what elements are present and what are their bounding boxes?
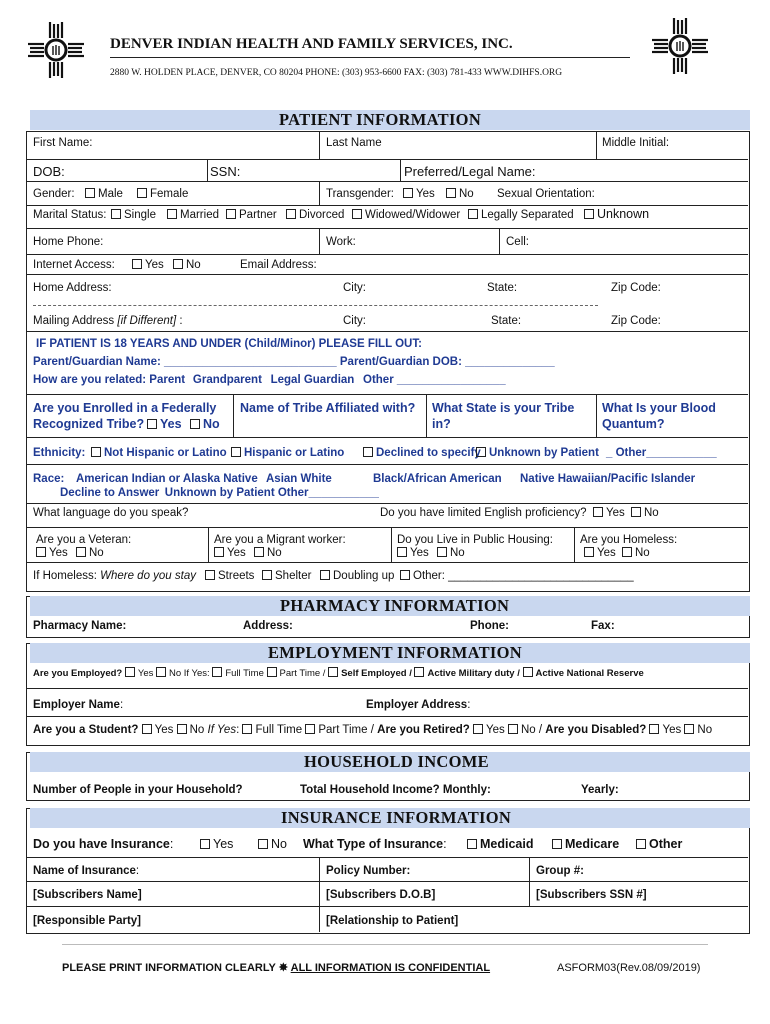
org-name: DENVER INDIAN HEALTH AND FAMILY SERVICES, INC. <box>110 36 513 52</box>
proficiency-yes-option[interactable] <box>593 506 625 520</box>
marital-partner-option[interactable] <box>226 208 277 222</box>
star-icon: ✸ <box>278 962 288 974</box>
housing-no-option[interactable] <box>437 546 465 560</box>
checkbox-icon <box>111 209 121 219</box>
unknown-text: Unknown by Patient <box>489 447 599 459</box>
yes-text: Yes <box>145 259 164 271</box>
migrant-no-option[interactable] <box>254 546 282 560</box>
recognized-tribe-text: Recognized Tribe? <box>33 417 145 431</box>
race-options-line1: American Indian or Alaska Native Asian White <box>76 473 332 485</box>
checkbox-icon <box>467 839 477 849</box>
mailing-address-label <box>33 314 183 328</box>
insurance-yes-option[interactable] <box>200 837 233 851</box>
language-question: What language do you speak? <box>33 507 189 519</box>
dob-label: DOB: <box>33 164 65 179</box>
checkbox-icon <box>85 188 95 198</box>
gender-male-option[interactable] <box>85 187 123 201</box>
hispanic-text: Hispanic or Latino <box>244 447 345 459</box>
no-text: No <box>267 547 282 559</box>
header-rule <box>110 57 630 58</box>
student-part-time-option[interactable] <box>305 724 374 736</box>
veteran-no-option[interactable] <box>76 546 104 560</box>
yes-text: Yes <box>410 547 429 559</box>
medicare-option[interactable] <box>552 837 619 851</box>
if-different-text: [if Different] <box>117 315 177 327</box>
full-time-text: Full Time <box>255 724 303 736</box>
insurance-no-option[interactable] <box>258 837 287 851</box>
where-stay-text: Where do you stay <box>100 570 196 582</box>
full-time-text: Full Time <box>225 668 264 679</box>
ethnicity-other: _ Other___________ <box>606 447 717 459</box>
first-name-label: First Name: <box>33 137 93 149</box>
checkbox-icon <box>593 507 603 517</box>
household-size-label: Number of People in your Household? <box>33 784 243 796</box>
disabled-question: Are you Disabled? <box>545 724 647 736</box>
no-text: No <box>635 547 650 559</box>
checkbox-icon <box>125 667 135 677</box>
divider <box>26 527 748 528</box>
org-address: 2880 W. HOLDEN PLACE, DENVER, CO 80204 PHONE: (303) 953-6600 FAX: (303) 781-433 WWW.DIHFS.ORG <box>110 68 563 78</box>
checkbox-icon <box>262 570 272 580</box>
print-clearly-note <box>62 961 490 975</box>
tribe-no-option[interactable] <box>190 417 220 431</box>
employer-name-label: Employer Name: <box>33 699 124 711</box>
transgender-yes-option[interactable] <box>403 187 435 201</box>
divider <box>26 464 748 465</box>
employment-title: EMPLOYMENT INFORMATION <box>268 643 522 662</box>
no-text: No <box>203 417 220 431</box>
married-text: Married <box>180 209 219 221</box>
checkbox-icon <box>254 547 264 557</box>
policy-number-label: Policy Number: <box>326 865 411 877</box>
divider <box>426 394 427 437</box>
migrant-question: Are you a Migrant worker: <box>214 534 346 546</box>
patient-info-title: PATIENT INFORMATION <box>279 110 482 129</box>
checkbox-icon <box>584 209 594 219</box>
cell-phone-label: Cell: <box>506 236 530 248</box>
student-full-time-option[interactable] <box>242 724 302 736</box>
checkbox-icon <box>173 259 183 269</box>
no-text: No <box>450 547 465 559</box>
ethnicity-declined-option[interactable] <box>363 446 481 460</box>
mailing-zip-label: Zip Code: <box>611 315 661 327</box>
relationship-line: How are you related: Parent Grandparent Legal Guardian Other _________________ <box>33 374 506 386</box>
employed-part-time-option[interactable] <box>267 668 326 679</box>
race-options-line2: Decline to Answer Unknown by Patient Other___________ <box>60 487 379 499</box>
subscriber-name-label: [Subscribers Name] <box>33 889 142 901</box>
minor-instruction: IF PATIENT IS 18 YEARS AND UNDER (Child/Minor) PLEASE FILL OUT: <box>36 338 422 350</box>
checkbox-icon <box>328 667 338 677</box>
no-text: No <box>459 188 474 200</box>
veteran-question: Are you a Veteran: <box>36 534 132 546</box>
checkbox-icon <box>631 507 641 517</box>
divider <box>26 254 748 255</box>
checkbox-icon <box>200 839 210 849</box>
divider <box>26 881 748 882</box>
widowed-text: Widowed/Widower <box>365 209 461 221</box>
household-title: HOUSEHOLD INCOME <box>304 752 489 771</box>
divider <box>391 527 392 562</box>
divider <box>400 159 401 181</box>
insurance-name-text: Name of Insurance <box>33 865 136 877</box>
divider <box>529 857 530 906</box>
gender-label: Gender: <box>33 188 75 200</box>
marital-single-option[interactable] <box>111 208 156 222</box>
checkbox-icon <box>476 447 486 457</box>
student-yes-option[interactable] <box>142 724 174 736</box>
stay-shelter-option[interactable] <box>262 569 311 583</box>
checkbox-icon <box>212 667 222 677</box>
recognized-tribe-question <box>33 417 144 431</box>
unknown-text: Unknown <box>597 207 650 221</box>
internet-access-label: Internet Access: <box>33 259 115 271</box>
marital-unknown-option[interactable] <box>584 207 649 221</box>
yes-text: Yes <box>597 547 616 559</box>
medicare-text: Medicare <box>565 837 620 851</box>
single-text: Single <box>124 209 156 221</box>
pharmacy-phone-label: Phone: <box>470 620 509 632</box>
partner-text: Partner <box>239 209 277 221</box>
race-nhpi-option[interactable]: Native Hawaiian/Pacific Islander <box>520 473 696 485</box>
stay-streets-option[interactable] <box>205 569 254 583</box>
checkbox-icon <box>76 547 86 557</box>
checkbox-icon <box>320 570 330 580</box>
tribe-yes-option[interactable] <box>147 417 182 431</box>
middle-initial-label: Middle Initial: <box>602 137 670 149</box>
yes-text: Yes <box>137 668 154 679</box>
pharmacy-fax-label: Fax: <box>591 620 615 632</box>
divider <box>26 274 748 275</box>
tribe-affiliated-question: Name of Tribe Affiliated with? <box>240 401 416 415</box>
retired-no-option[interactable] <box>508 724 542 736</box>
work-phone-label: Work: <box>326 236 356 248</box>
checkbox-icon <box>636 839 646 849</box>
homeless-yes-option[interactable] <box>584 546 616 560</box>
internet-no-option[interactable] <box>173 258 201 272</box>
checkbox-icon <box>132 259 142 269</box>
medicaid-text: Medicaid <box>480 837 534 851</box>
no-text: No / <box>520 724 543 736</box>
employed-question: Are you Employed? <box>33 668 123 679</box>
zia-sun-logo-left <box>26 20 86 80</box>
other-text: Other <box>649 837 683 851</box>
employment-status-row <box>33 667 644 681</box>
veteran-yes-option[interactable] <box>36 546 68 560</box>
gender-female-option[interactable] <box>137 187 188 201</box>
divider <box>26 562 748 563</box>
divider <box>208 527 209 562</box>
male-text: Male <box>98 188 123 200</box>
marital-married-option[interactable] <box>167 208 219 222</box>
checkbox-icon <box>147 419 157 429</box>
no-text: No <box>271 837 287 851</box>
home-city-label: City: <box>343 282 366 294</box>
checkbox-icon <box>190 419 200 429</box>
shelter-text: Shelter <box>275 570 312 582</box>
marital-separated-option[interactable] <box>468 208 574 222</box>
yes-text: Yes <box>160 417 182 431</box>
have-insurance-text: Do you have Insurance <box>33 837 170 851</box>
checkbox-icon <box>305 724 315 734</box>
divider <box>26 857 748 858</box>
yes-text: Yes <box>227 547 246 559</box>
checkbox-icon <box>363 447 373 457</box>
confidential-text: ALL INFORMATION IS CONFIDENTIAL <box>290 962 491 974</box>
home-phone-label: Home Phone: <box>33 236 104 248</box>
divider <box>26 331 748 332</box>
home-address-label: Home Address: <box>33 282 112 294</box>
checkbox-icon <box>508 724 518 734</box>
insurance-type-question: What Type of Insurance: <box>303 837 447 851</box>
insurance-title: INSURANCE INFORMATION <box>281 808 512 827</box>
divider <box>233 394 234 437</box>
checkbox-icon <box>142 724 152 734</box>
female-text: Female <box>150 188 189 200</box>
pharmacy-address-label: Address: <box>243 620 293 632</box>
checkbox-icon <box>523 667 533 677</box>
divider <box>596 394 597 437</box>
no-text: No <box>89 547 104 559</box>
divider <box>596 131 597 159</box>
yes-text: Yes <box>416 188 435 200</box>
divider <box>26 394 748 395</box>
yes-text: Yes <box>606 507 625 519</box>
blood-quantum-question-cont: Quantum? <box>602 417 665 431</box>
divider <box>26 205 748 206</box>
insurance-other-option[interactable] <box>636 837 682 851</box>
marital-divorced-option[interactable] <box>286 208 344 222</box>
household-income-monthly-label: Total Household Income? Monthly: <box>300 784 491 796</box>
checkbox-icon <box>231 447 241 457</box>
employed-full-time-option[interactable] <box>212 668 264 679</box>
disabled-yes-option[interactable] <box>649 724 681 736</box>
race-black-option[interactable]: Black/African American <box>373 473 502 485</box>
race-label: Race: <box>33 473 65 485</box>
national-reserve-option[interactable] <box>523 668 644 679</box>
checkbox-icon <box>36 547 46 557</box>
employer-name-text: Employer Name <box>33 699 120 711</box>
subscriber-ssn-label: [Subscribers SSN #] <box>536 889 647 901</box>
if-homeless-text: If Homeless: <box>33 570 101 582</box>
public-housing-question: Do you Live in Public Housing: <box>397 534 553 546</box>
divider <box>26 159 748 160</box>
proficiency-no-option[interactable] <box>631 506 659 520</box>
checkbox-icon <box>473 724 483 734</box>
divider <box>499 228 500 254</box>
checkbox-icon <box>414 667 424 677</box>
english-proficiency-question: Do you have limited English proficiency? <box>380 507 587 519</box>
divider <box>319 131 320 159</box>
insurance-name-label: Name of Insurance: <box>33 865 140 877</box>
last-name-label: Last Name <box>326 137 382 149</box>
internet-yes-option[interactable] <box>132 258 164 272</box>
mailing-state-label: State: <box>491 315 522 327</box>
checkbox-icon <box>397 547 407 557</box>
responsible-party-label: [Responsible Party] <box>33 915 141 927</box>
military-text: Active Military duty / <box>427 668 520 679</box>
checkbox-icon <box>242 724 252 734</box>
insurance-have-question: Do you have Insurance: <box>33 837 174 851</box>
divider <box>319 228 320 254</box>
group-number-label: Group #: <box>536 865 584 877</box>
yes-text: Yes <box>49 547 68 559</box>
preferred-name-label: Preferred/Legal Name: <box>404 164 536 179</box>
checkbox-icon <box>403 188 413 198</box>
checkbox-icon <box>468 209 478 219</box>
ethnicity-not-hispanic-option[interactable] <box>91 446 227 460</box>
self-employed-text: Self Employed / <box>341 668 412 679</box>
migrant-yes-option[interactable] <box>214 546 246 560</box>
checkbox-icon <box>167 209 177 219</box>
pharmacy-name-label: Pharmacy Name: <box>33 620 127 632</box>
ethnicity-unknown-option[interactable] <box>476 446 599 460</box>
divider <box>26 181 748 182</box>
divider <box>26 503 748 504</box>
enrolled-tribe-question: Are you Enrolled in a Federally <box>33 401 217 415</box>
divider <box>26 688 748 689</box>
checkbox-icon <box>214 547 224 557</box>
student-question: Are you a Student? <box>33 724 139 736</box>
checkbox-icon <box>622 547 632 557</box>
mailing-text: Mailing Address <box>33 315 118 327</box>
student-retired-disabled-row: Are you a Student? Yes No If Yes: Full Time Part Time / Are you Retired? Yes No / Are you Disabled? Yes No <box>33 724 713 736</box>
zia-sun-logo-right <box>650 16 710 76</box>
streets-text: Streets <box>218 570 255 582</box>
marital-widowed-option[interactable] <box>352 208 460 222</box>
checkbox-icon <box>649 724 659 734</box>
address-dotted-rule <box>33 305 598 306</box>
other-text: Other: _____________________________ <box>413 570 634 582</box>
blood-quantum-question: What Is your Blood <box>602 401 716 415</box>
checkbox-icon <box>156 667 166 677</box>
doubling-text: Doubling up <box>333 570 395 582</box>
subscriber-dob-label: [Subscribers D.O.B] <box>326 889 436 901</box>
mailing-city-label: City: <box>343 315 366 327</box>
retired-question: Are you Retired? <box>377 724 470 736</box>
checkbox-icon <box>400 570 410 580</box>
yes-text: Yes <box>486 724 505 736</box>
tribe-state-question-cont: in? <box>432 417 451 431</box>
disabled-no-option[interactable] <box>684 724 712 736</box>
relationship-label: [Relationship to Patient] <box>326 915 459 927</box>
employer-address-text: Employer Address <box>366 699 468 711</box>
sexual-orientation-label: Sexual Orientation: <box>497 188 595 200</box>
checkbox-icon <box>205 570 215 580</box>
form-revision-id: ASFORM03(Rev.08/09/2019) <box>557 962 701 974</box>
checkbox-icon <box>352 209 362 219</box>
homeless-where-label <box>33 569 196 583</box>
no-text: No <box>697 724 713 736</box>
checkbox-icon <box>286 209 296 219</box>
checkbox-icon <box>226 209 236 219</box>
checkbox-icon <box>137 188 147 198</box>
part-time-text: Part Time / <box>279 668 326 679</box>
footer-rule <box>62 944 708 945</box>
yes-text: Yes <box>154 724 174 736</box>
ethnicity-label: Ethnicity: <box>33 447 86 459</box>
separated-text: Legally Separated <box>481 209 574 221</box>
part-time-text: Part Time / <box>318 724 374 736</box>
employed-no-option[interactable] <box>156 668 181 679</box>
checkbox-icon <box>177 724 187 734</box>
checkbox-icon <box>446 188 456 198</box>
divider <box>26 228 748 229</box>
divider <box>26 906 748 907</box>
no-text: No <box>169 668 182 679</box>
divider <box>319 857 320 932</box>
parent-guardian-line: Parent/Guardian Name: ___________________________ Parent/Guardian DOB: ______________ <box>33 356 555 368</box>
stay-other-option[interactable] <box>400 569 634 583</box>
employed-yes-option[interactable] <box>125 668 154 679</box>
colon-text: : <box>176 315 183 327</box>
if-yes-text: If Yes: <box>183 668 210 679</box>
divider <box>574 527 575 562</box>
reserve-text: Active National Reserve <box>535 668 644 679</box>
ssn-label: SSN: <box>210 164 241 179</box>
checkbox-icon <box>684 724 694 734</box>
type-insurance-text: What Type of Insurance <box>303 837 444 851</box>
yes-text: Yes <box>213 837 234 851</box>
employer-address-label: Employer Address: <box>366 699 471 711</box>
medicaid-option[interactable] <box>467 837 534 851</box>
no-text: No <box>189 724 205 736</box>
no-text: No <box>186 259 201 271</box>
checkbox-icon <box>552 839 562 849</box>
ethnicity-hispanic-option[interactable] <box>231 446 344 460</box>
active-military-option[interactable] <box>414 668 519 679</box>
home-zip-label: Zip Code: <box>611 282 661 294</box>
declined-text: Declined to specify <box>376 447 481 459</box>
email-label: Email Address: <box>240 259 317 271</box>
student-no-option[interactable] <box>177 724 205 736</box>
divider <box>319 181 320 205</box>
checkbox-icon <box>267 667 277 677</box>
tribe-state-question: What State is your Tribe <box>432 401 575 415</box>
checkbox-icon <box>584 547 594 557</box>
homeless-question: Are you Homeless: <box>580 534 678 546</box>
pharmacy-title: PHARMACY INFORMATION <box>280 596 510 615</box>
yes-text: Yes <box>662 724 682 736</box>
divider <box>26 437 748 438</box>
no-text: No <box>644 507 659 519</box>
divider <box>26 716 748 717</box>
homeless-no-option[interactable] <box>622 546 650 560</box>
transgender-label: Transgender: <box>326 188 394 200</box>
housing-yes-option[interactable] <box>397 546 429 560</box>
divider <box>207 159 208 181</box>
checkbox-icon <box>91 447 101 457</box>
not-hispanic-text: Not Hispanic or Latino <box>104 447 227 459</box>
checkbox-icon <box>258 839 268 849</box>
marital-status-label: Marital Status: <box>33 209 107 221</box>
stay-doubling-option[interactable] <box>320 569 394 583</box>
transgender-no-option[interactable] <box>446 187 474 201</box>
divorced-text: Divorced <box>299 209 345 221</box>
household-income-yearly-label: Yearly: <box>581 784 619 796</box>
print-clearly-text: PLEASE PRINT INFORMATION CLEARLY <box>62 962 276 974</box>
checkbox-icon <box>437 547 447 557</box>
if-yes-text: If Yes <box>207 724 237 736</box>
home-state-label: State: <box>487 282 518 294</box>
retired-yes-option[interactable] <box>473 724 505 736</box>
self-employed-option[interactable] <box>328 668 412 679</box>
